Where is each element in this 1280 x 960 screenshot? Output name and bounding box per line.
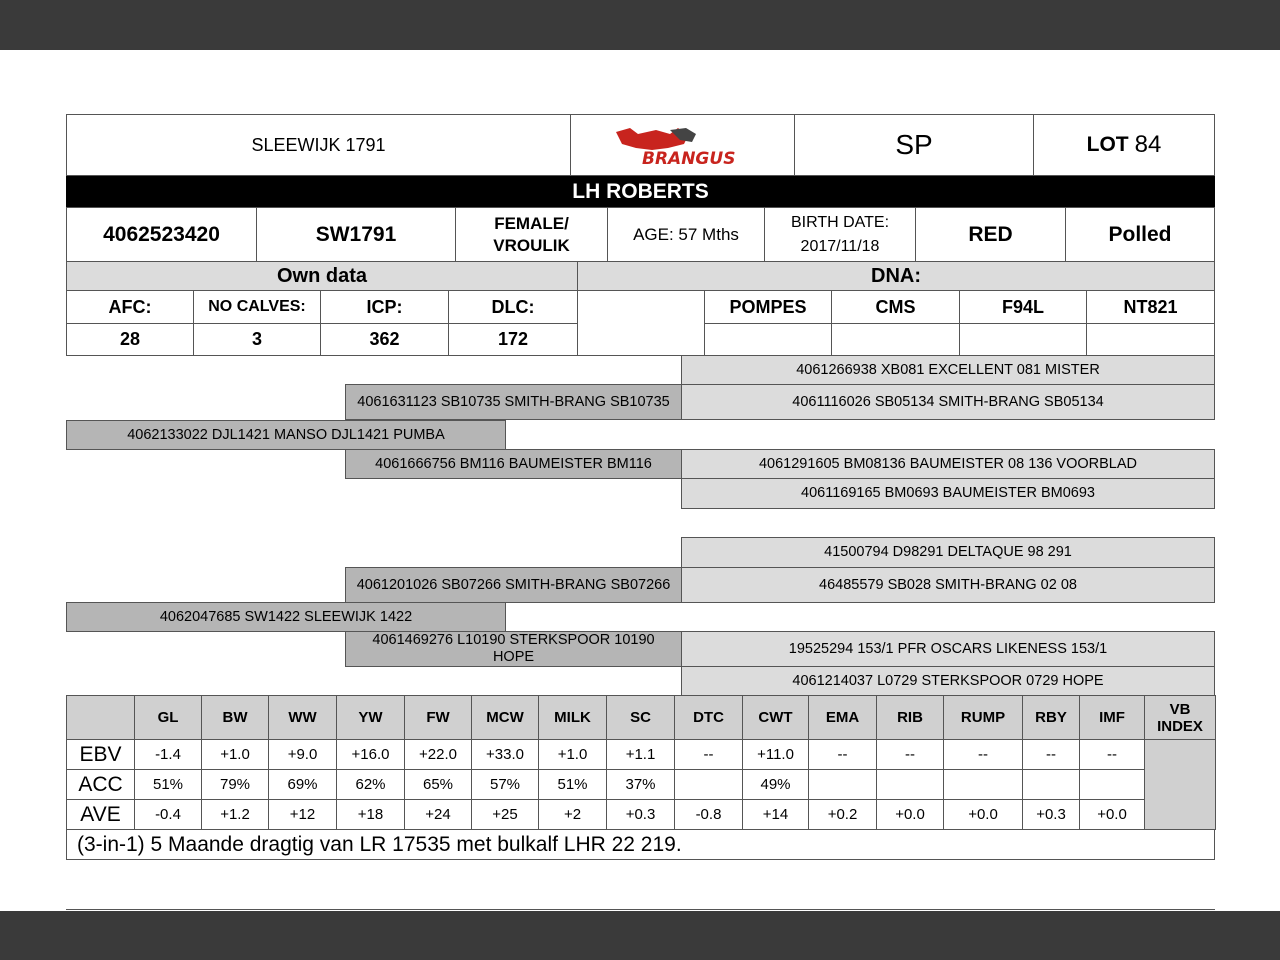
lot-number: 84 [1134,131,1162,158]
pedigree-sire-dam-sire: 4061291605 BM08136 BAUMEISTER 08 136 VOORBLAD [681,449,1215,479]
dna-f94l-value [959,323,1087,356]
ebv-value-cell [808,769,877,800]
horn-status: Polled [1065,207,1215,262]
ebv-column-header: IMF [1079,695,1145,740]
note: (3-in-1) 5 Maande dragtig van LR 17535 met bulkalf LHR 22 219. [66,829,1215,860]
ebv-value-cell: 51% [134,769,202,800]
ebv-column-header: SC [606,695,675,740]
ebv-column-header: YW [336,695,405,740]
ebv-value-cell: -- [1079,739,1145,770]
ebv-column-header: RBY [1022,695,1080,740]
ebv-value-cell: +0.0 [1079,799,1145,830]
birth-cell [764,207,916,262]
ebv-column-header: WW [268,695,337,740]
dna-cms-value [831,323,960,356]
ebv-value-cell [943,769,1023,800]
pedigree-dam: 4062047685 SW1422 SLEEWIJK 1422 [66,602,506,632]
lot-label: LOT [1086,133,1129,156]
ebv-value-cell: +24 [404,799,472,830]
ebv-value-cell: +16.0 [336,739,405,770]
icp-header: ICP: [320,290,449,324]
pedigree-dam-sire-dam: 46485579 SB028 SMITH-BRANG 02 08 [681,567,1215,603]
dna-cms-header: CMS [831,290,960,324]
ebv-value-cell: +12 [268,799,337,830]
ebv-row-label: ACC [66,769,135,800]
ebv-value-cell: +1.2 [201,799,269,830]
breed-code: SP [794,114,1034,176]
ebv-corner-cell [66,695,135,740]
pedigree-dam-sire-sire: 41500794 D98291 DELTAQUE 98 291 [681,537,1215,568]
ebv-value-cell: 69% [268,769,337,800]
ebv-value-cell: +0.0 [943,799,1023,830]
ebv-value-cell: +0.0 [876,799,944,830]
vb-index-label-1: VB [1169,700,1191,718]
sex-line-2: VROULIK [493,235,570,255]
birth-date: 2017/11/18 [800,237,880,255]
lot-box [1033,114,1215,176]
pedigree-sire-dam-dam: 4061169165 BM0693 BAUMEISTER BM0693 [681,478,1215,509]
dna-blank-cell [577,290,705,356]
animal-id: 4062523420 [66,207,257,262]
divider [66,909,1215,910]
ebv-value-cell: -1.4 [134,739,202,770]
ebv-value-cell: 65% [404,769,472,800]
ebv-value-cell: +2 [538,799,607,830]
ebv-column-header: MCW [471,695,539,740]
dna-nt821-header: NT821 [1086,290,1215,324]
ebv-value-cell: +14 [742,799,809,830]
ebv-value-cell: +22.0 [404,739,472,770]
ebv-column-header: EMA [808,695,877,740]
ebv-value-cell: +1.0 [538,739,607,770]
vb-index-value [1144,739,1216,830]
ebv-column-header: RIB [876,695,944,740]
ebv-value-cell: +33.0 [471,739,539,770]
ebv-value-cell: -- [943,739,1023,770]
ebv-value-cell: 51% [538,769,607,800]
age: AGE: 57 Mths [607,207,765,262]
ebv-value-cell: 57% [471,769,539,800]
ebv-value-cell [1022,769,1080,800]
ebv-row-label: EBV [66,739,135,770]
calves-header: NO CALVES: [193,290,321,324]
ebv-value-cell [1079,769,1145,800]
dna-pompes-value [704,323,832,356]
brangus-logo [570,114,795,176]
pedigree-dam-dam-sire: 19525294 153/1 PFR OSCARS LIKENESS 153/1 [681,631,1215,667]
ebv-value-cell [876,769,944,800]
afc-header: AFC: [66,290,194,324]
dna-nt821-value [1086,323,1215,356]
ebv-value-cell: -- [808,739,877,770]
pedigree-sire-sire: 4061631123 SB10735 SMITH-BRANG SB10735 [345,384,682,420]
dna-pompes-header: POMPES [704,290,832,324]
ebv-value-cell: +1.0 [201,739,269,770]
dna-title: DNA: [577,261,1215,291]
afc-value: 28 [66,323,194,356]
ebv-row-label: AVE [66,799,135,830]
ebv-value-cell: -- [1022,739,1080,770]
ebv-column-header: DTC [674,695,743,740]
ebv-value-cell: +9.0 [268,739,337,770]
ebv-value-cell: +25 [471,799,539,830]
pedigree-dam-dam: 4061469276 L10190 STERKSPOOR 10190 HOPE [345,631,682,667]
sex-line-1: FEMALE/ [494,213,569,233]
ebv-column-header: CWT [742,695,809,740]
ebv-value-cell: +0.3 [606,799,675,830]
bottom-bar [0,911,1280,960]
colour: RED [915,207,1066,262]
bull-icon [608,122,758,168]
pedigree-sire-sire-sire: 4061266938 XB081 EXCELLENT 081 MISTER [681,355,1215,385]
breeder-name: LH ROBERTS [66,176,1215,208]
pedigree-sire: 4062133022 DJL1421 MANSO DJL1421 PUMBA [66,420,506,450]
ebv-value-cell: 62% [336,769,405,800]
pedigree-sire-dam: 4061666756 BM116 BAUMEISTER BM116 [345,449,682,479]
logo-text: BRANGUS [641,149,735,168]
ebv-value-cell: +1.1 [606,739,675,770]
ebv-column-header: MILK [538,695,607,740]
pedigree-dam-sire: 4061201026 SB07266 SMITH-BRANG SB07266 [345,567,682,603]
ebv-value-cell: -0.4 [134,799,202,830]
icp-value: 362 [320,323,449,356]
ebv-column-header: RUMP [943,695,1023,740]
ebv-value-cell [674,769,743,800]
top-bar [0,0,1280,50]
birth-label: BIRTH DATE: [790,213,890,231]
ebv-value-cell: -0.8 [674,799,743,830]
dna-f94l-header: F94L [959,290,1087,324]
calves-value: 3 [193,323,321,356]
sex-cell [455,207,608,262]
vb-index-header [1144,695,1216,740]
ebv-value-cell: 79% [201,769,269,800]
ebv-value-cell: +11.0 [742,739,809,770]
ebv-value-cell: 49% [742,769,809,800]
ebv-column-header: BW [201,695,269,740]
pedigree-dam-dam-dam: 4061214037 L0729 STERKSPOOR 0729 HOPE [681,666,1215,696]
ebv-value-cell: -- [876,739,944,770]
ebv-value-cell: +0.3 [1022,799,1080,830]
ebv-value-cell: +18 [336,799,405,830]
ebv-column-header: FW [404,695,472,740]
ebv-value-cell: +0.2 [808,799,877,830]
ebv-value-cell: 37% [606,769,675,800]
pedigree-sire-sire-dam: 4061116026 SB05134 SMITH-BRANG SB05134 [681,384,1215,420]
dlc-header: DLC: [448,290,578,324]
ebv-value-cell: -- [674,739,743,770]
vb-index-label-2: INDEX [1157,717,1203,735]
own-data-title: Own data [66,261,578,291]
ebv-column-header: GL [134,695,202,740]
animal-reg: SW1791 [256,207,456,262]
animal-name: SLEEWIJK 1791 [66,114,571,176]
dlc-value: 172 [448,323,578,356]
